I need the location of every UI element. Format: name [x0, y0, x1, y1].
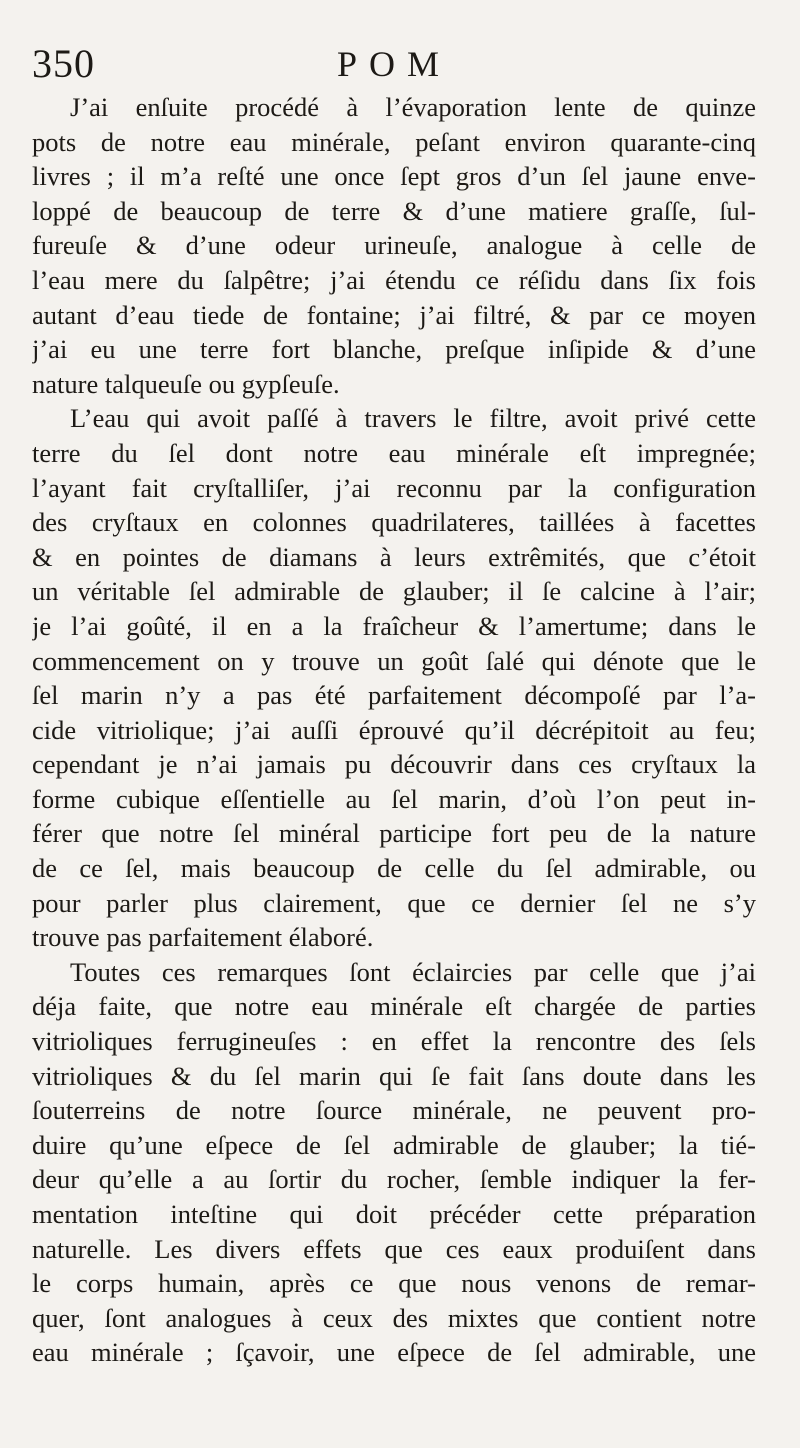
- text-line: déja faite, que notre eau minérale eſt chargée de parties: [32, 991, 756, 1022]
- text-line: Toutes ces remarques ſont éclaircies par celle que j’ai: [70, 956, 756, 987]
- text-line: cide vitriolique; j’ai auſſi éprouvé qu’il décrépitoit au feu;: [32, 714, 756, 745]
- text-line: nature talqueuſe ou gypſeuſe.: [32, 368, 340, 399]
- text-line: loppé de beaucoup de terre & d’une matiere graſſe, ſul-: [32, 195, 756, 226]
- text-line: vitrioliques ferrugineuſes : en effet la rencontre des ſels: [32, 1026, 756, 1057]
- text-line: férer que notre ſel minéral participe fort peu de la nature: [32, 818, 756, 849]
- text-line: deur qu’elle a au ſortir du rocher, ſemble indiquer la fer-: [32, 1164, 756, 1195]
- text-line: vitrioliques & du ſel marin qui ſe fait ſans doute dans les: [32, 1060, 756, 1091]
- text-line: J’ai enſuite procédé à l’évaporation lente de quinze: [70, 92, 756, 122]
- text-line: eau minérale ; ſçavoir, une eſpece de ſel admirable, une: [32, 1337, 756, 1368]
- text-line: autant d’eau tiede de fontaine; j’ai filtré, & par ce moyen: [32, 299, 756, 330]
- body-text: [32, 90, 756, 1370]
- text-line: forme cubique eſſentielle au ſel marin, d’où l’on peut in-: [32, 783, 756, 814]
- text-line: des cryſtaux en colonnes quadrilateres, taillées à facettes: [32, 507, 756, 538]
- text-line: ſel marin n’y a pas été parfaitement décompoſé par l’a-: [32, 680, 756, 711]
- text-line: l’ayant fait cryſtalliſer, j’ai reconnu par la configuration: [32, 472, 756, 503]
- paragraph: [32, 955, 756, 1370]
- text-line: pour parler plus clairement, que ce dernier ſel ne s’y: [32, 887, 756, 918]
- text-line: j’ai eu une terre fort blanche, preſque inſipide & d’une: [32, 334, 756, 365]
- text-line: un véritable ſel admirable de glauber; il ſe calcine à l’air;: [32, 576, 756, 607]
- text-line: fureuſe & d’une odeur urineuſe, analogue à celle de: [32, 230, 756, 261]
- text-line: trouve pas parfaitement élaboré.: [32, 922, 374, 953]
- paragraph: [32, 401, 756, 955]
- text-line: je l’ai goûté, il en a la fraîcheur & l’amertume; dans le: [32, 610, 756, 641]
- text-line: cependant je n’ai jamais pu découvrir dans ces cryſtaux la: [32, 749, 756, 780]
- text-line: commencement on y trouve un goût ſalé qui dénote que le: [32, 645, 756, 676]
- text-line: livres ; il m’a reſté une once ſept gros d’un ſel jaune enve-: [32, 161, 756, 192]
- text-line: duire qu’une eſpece de ſel admirable de glauber; la tié-: [32, 1129, 756, 1160]
- text-line: & en pointes de diamans à leurs extrêmités, que c’étoit: [32, 541, 756, 572]
- text-line: quer, ſont analogues à ceux des mixtes que contient notre: [32, 1302, 756, 1333]
- running-head: POM: [336, 44, 452, 84]
- page-number: 350: [32, 41, 95, 86]
- text-line: L’eau qui avoit paſſé à travers le filtre, avoit privé cette: [70, 403, 756, 434]
- text-line: pots de notre eau minérale, peſant environ quarante-cinq: [32, 126, 756, 157]
- text-line: le corps humain, après ce que nous venons de remar-: [32, 1268, 756, 1299]
- text-line: l’eau mere du ſalpêtre; j’ai étendu ce réſidu dans ſix fois: [32, 264, 756, 295]
- text-line: terre du ſel dont notre eau minérale eſt impregnée;: [32, 437, 756, 468]
- text-line: naturelle. Les divers effets que ces eaux produiſent dans: [32, 1233, 756, 1264]
- text-line: mentation inteſtine qui doit précéder cette préparation: [32, 1199, 756, 1229]
- text-line: ſouterreins de notre ſource minérale, ne peuvent pro-: [32, 1095, 756, 1126]
- page-header: [32, 38, 756, 88]
- text-line: de ce ſel, mais beaucoup de celle du ſel admirable, ou: [32, 853, 756, 884]
- paragraph: [32, 90, 756, 401]
